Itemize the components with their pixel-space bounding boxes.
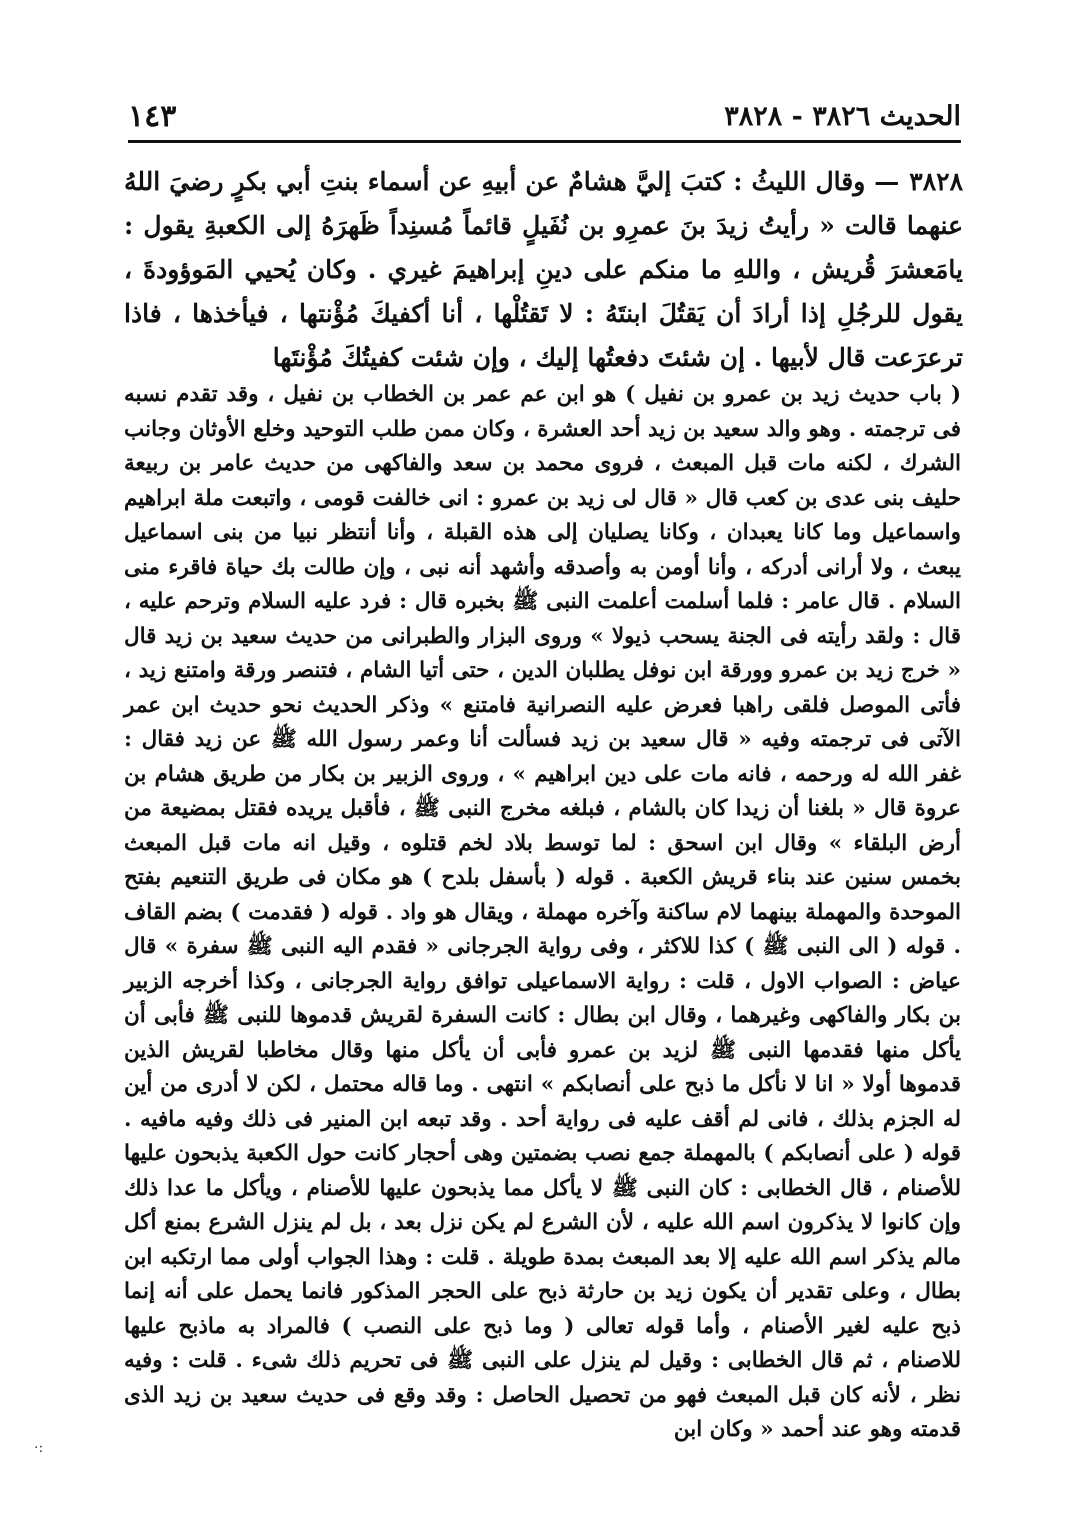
header-rule <box>128 140 961 143</box>
margin-mark: ·: <box>34 1440 44 1456</box>
page-number: ١٤٣ <box>128 98 177 134</box>
hadith-text: — وقال الليثُ : كتبَ إليَّ هشامٌ عن أبيهِ عن أسماء بنتِ أبي بكرٍ رضيَ اللهُ عنهما قالت « رأيتُ زيدَ بنَ عمرِو بن نُفَيلٍ قائماً مُسنِداً ظَهرَهُ إلى الكعبةِ يقول : يامَعشرَ قُريش ، واللهِ ما منكم على دينِ إبراهيمَ غيري . وكان يُحيي المَوؤودةَ ، يقول للرجُلِ إذا أرادَ أن يَقتُلَ ابنتَهُ : لا تَقتُلْها ، أنا أكفيكَ مُؤْنتها ، فيأخذها ، فاذا ترعرَعت قال لأبيها . إن شئتَ دفعتُها إليك ، وإن شئت كفيتُكَ مُؤْنتَها <box>124 167 963 372</box>
running-title: الحديث ٣٨٢٦ - ٣٨٢٨ <box>724 100 961 132</box>
page-header <box>128 96 961 136</box>
commentary-text: ( باب حديث زيد بن عمرو بن نفيل ) هو ابن عم عمر بن الخطاب بن نفيل ، وقد تقدم نسبه فى ترجمته . وهو والد سعيد بن زيد أحد العشرة ، وكان ممن طلب التوحيد وخلع الأوثان وجانب الشرك ، لكنه مات قبل المبعث ، فروى محمد بن سعد والفاكهى من حديث عامر بن ربيعة حليف بنى عدى بن كعب قال « قال لى زيد بن عمرو : انى خالفت قومى ، واتبعت ملة ابراهيم واسماعيل وما كانا يعبدان ، وكانا يصليان إلى هذه القبلة ، وأنا أنتظر نبيا من بنى اسماعيل يبعث ، ولا أرانى أدركه ، وأنا أومن به وأصدقه وأشهد أنه نبى ، وإن طالت بك حياة فاقرء منى السلام . قال عامر : فلما أسلمت أعلمت النبى ﷺ بخبره قال : فرد عليه السلام وترحم عليه ، قال : ولقد رأيته فى الجنة يسحب ذيولا » وروى البزار والطبرانى من حديث سعيد بن زيد قال « خرج زيد بن عمرو وورقة ابن نوفل يطلبان الدين ، حتى أتيا الشام ، فتنصر ورقة وامتنع زيد ، فأتى الموصل فلقى راهبا فعرض عليه النصرانية فامتنع » وذكر الحديث نحو حديث ابن عمر الآتى فى ترجمته وفيه « قال سعيد بن زيد فسألت أنا وعمر رسول الله ﷺ عن زيد فقال : غفر الله له ورحمه ، فانه مات على دين ابراهيم » ، وروى الزبير بن بكار من طريق هشام بن عروة قال « بلغنا أن زيدا كان بالشام ، فبلغه مخرج النبى ﷺ ، فأقبل يريده فقتل بمضيعة من أرض البلقاء » وقال ابن اسحق : لما توسط بلاد لخم قتلوه ، وقيل انه مات قبل المبعث بخمس سنين عند بناء قريش الكعبة . قوله ( بأسفل بلدح ) هو مكان فى طريق التنعيم بفتح الموحدة والمهملة بينهما لام ساكنة وآخره مهملة ، ويقال هو واد . قوله ( فقدمت ) بضم القاف . قوله ( الى النبى ﷺ ) كذا للاكثر ، وفى رواية الجرجانى « فقدم اليه النبى ﷺ سفرة » قال عياض : الصواب الاول ، قلت : رواية الاسماعيلى توافق رواية الجرجانى ، وكذا أخرجه الزبير بن بكار والفاكهى وغيرهما ، وقال ابن بطال : كانت السفرة لقريش قدموها للنبى ﷺ فأبى أن يأكل منها فقدمها النبى ﷺ لزيد بن عمرو فأبى أن يأكل منها وقال مخاطبا لقريش الذين قدموها أولا « انا لا نأكل ما ذبح على أنصابكم » انتهى . وما قاله محتمل ، لكن لا أدرى من أين له الجزم بذلك ، فانى لم أقف عليه فى رواية أحد . وقد تبعه ابن المنير فى ذلك وفيه مافيه . قوله ( على أنصابكم ) بالمهملة جمع نصب بضمتين وهى أحجار كانت حول الكعبة يذبحون عليها للأصنام ، قال الخطابى : كان النبى ﷺ لا يأكل مما يذبحون عليها للأصنام ، ويأكل ما عدا ذلك وإن كانوا لا يذكرون اسم الله عليه ، لأن الشرع لم يكن نزل بعد ، بل لم ينزل الشرع بمنع أكل مالم يذكر اسم الله عليه إلا بعد المبعث بمدة طويلة . قلت : وهذا الجواب أولى مما ارتكبه ابن بطال ، وعلى تقدير أن يكون زيد بن حارثة ذبح على الحجر المذكور فانما يحمل على أنه إنما ذبح عليه لغير الأصنام ، وأما قوله تعالى ( وما ذبح على النصب ) فالمراد به ماذبح عليها للاصنام ، ثم قال الخطابى : وقيل لم ينزل على النبى ﷺ فى تحريم ذلك شىء . قلت : وفيه نظر ، لأنه كان قبل المبعث فهو من تحصيل الحاصل : وقد وقع فى حديث سعيد بن زيد الذى قدمته وهو عند أحمد « وكان ابن <box>124 382 961 1442</box>
hadith-text-block <box>124 160 963 380</box>
hadith-number: ٣٨٢٨ <box>909 167 963 196</box>
